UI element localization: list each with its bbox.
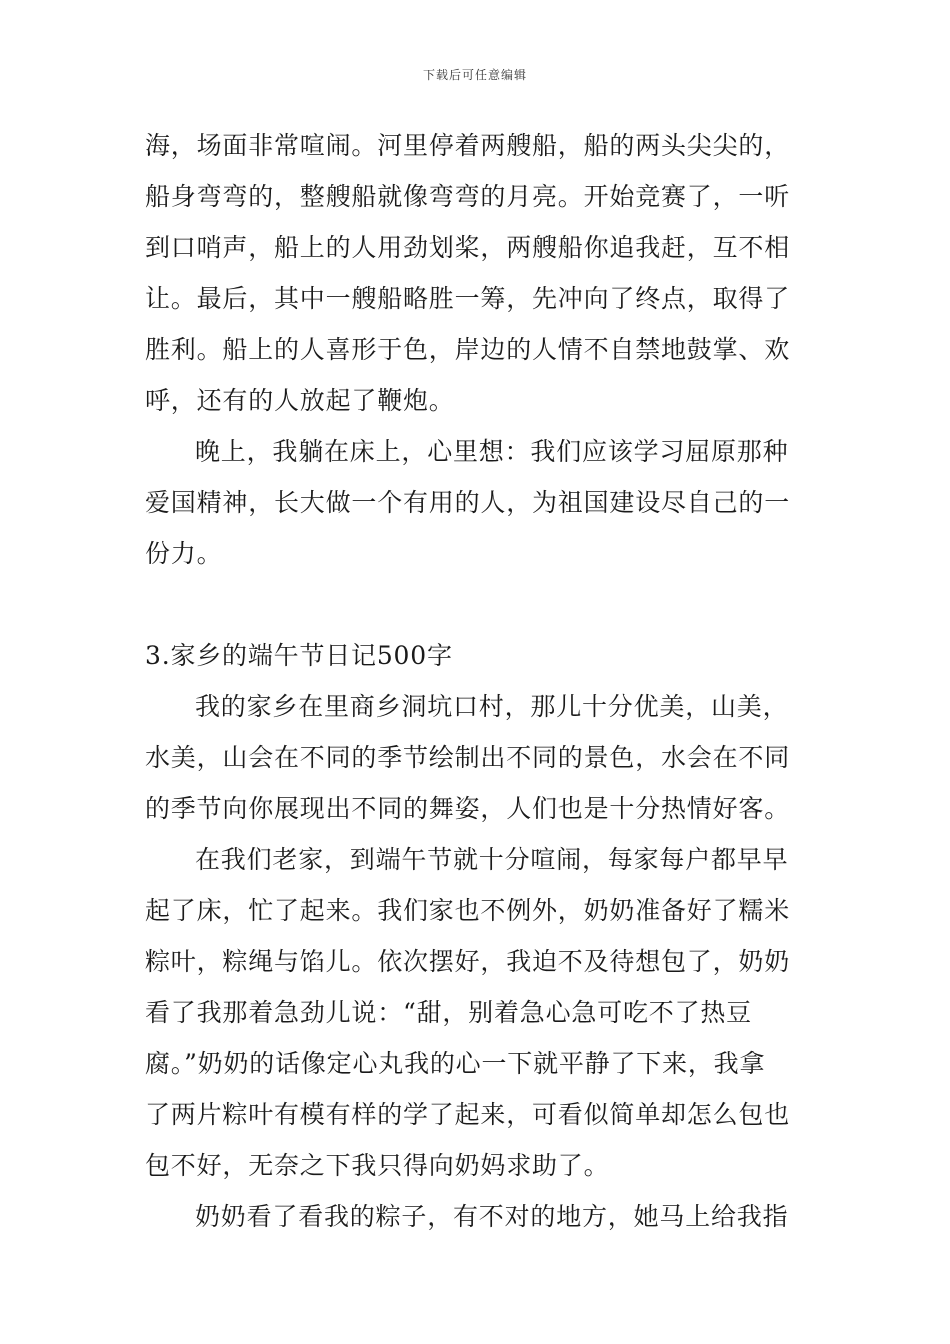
text-line: 呼，还有的人放起了鞭炮。 [145,386,455,415]
text-line: 船身弯弯的，整艘船就像弯弯的月亮。开始竞赛了，一听 [145,182,791,211]
paragraph-first-line: 我的家乡在里商乡洞坑口村，那儿十分优美，山美， [195,692,789,721]
text-line: 到口哨声，船上的人用劲划桨，两艘船你追我赶，互不相 [145,233,791,262]
text-line: 的季节向你展现出不同的舞姿，人们也是十分热情好客。 [145,794,791,823]
text-line: 海，场面非常喧闹。河里停着两艘船，船的两头尖尖的， [145,131,791,160]
paragraph-first-line: 晚上，我躺在床上，心里想：我们应该学习屈原那种 [195,437,789,466]
text-line: 了两片粽叶有模有样的学了起来，可看似简单却怎么包也 [145,1100,791,1129]
text-line: 水美，山会在不同的季节绘制出不同的景色，水会在不同 [145,743,791,772]
text-line: 腐。”奶奶的话像定心丸我的心一下就平静了下来，我拿 [145,1049,766,1078]
text-line: 爱国精神，长大做一个有用的人，为祖国建设尽自己的一 [145,488,791,517]
paragraph-first-line: 奶奶看了看我的粽子，有不对的地方，她马上给我指 [195,1202,789,1231]
page-header: 下载后可任意编辑 [422,68,527,82]
text-line: 看了我那着急劲儿说：“甜，别着急心急可吃不了热豆 [145,998,752,1027]
text-line: 份力。 [145,539,223,568]
text-line: 包不好，无奈之下我只得向奶妈求助了。 [145,1151,610,1180]
document-body [145,120,810,1242]
text-line: 粽叶，粽绳与馅儿。依次摆好，我迫不及待想包了，奶奶 [145,947,791,976]
paragraph-first-line: 在我们老家，到端午节就十分喧闹，每家每户都早早 [195,845,789,874]
text-line: 让。最后，其中一艘船略胜一筹，先冲向了终点，取得了 [145,284,791,313]
section-heading: 3.家乡的端午节日记500字 [145,641,453,670]
text-line: 胜利。船上的人喜形于色，岸边的人情不自禁地鼓掌、欢 [145,335,791,364]
section-gap [145,579,810,630]
text-line: 起了床，忙了起来。我们家也不例外，奶奶准备好了糯米 [145,896,791,925]
